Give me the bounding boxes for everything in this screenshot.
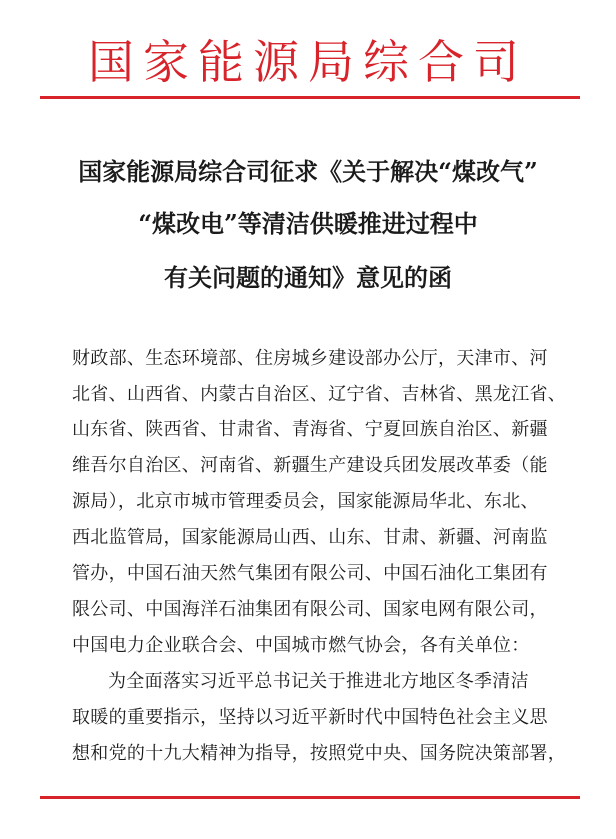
body-line-4: 维吾尔自治区、河南省、新疆生产建设兵团发展改革委（能 (72, 455, 548, 476)
body-line-3: 山东省、陕西省、甘肃省、青海省、宁夏回族自治区、新疆 (72, 419, 548, 440)
body-line-9: 中国电力企业联合会、中国城市燃气协会，各有关单位： (72, 635, 530, 656)
document-title-line-2: “煤改电”等清洁供暖推进过程中 (138, 209, 478, 238)
document-title-line-1: 国家能源局综合司征求《关于解决“煤改气” (78, 157, 538, 186)
body-paragraph-2-line-2: 取暖的重要指示，坚持以习近平新时代中国特色社会主义思 (72, 707, 548, 728)
document-title-line-3: 有关问题的通知》意见的函 (164, 263, 452, 292)
masthead-org-name: 国家能源局综合司 (88, 35, 528, 89)
body-line-6: 西北监管局，国家能源局山西、山东、甘肃、新疆、河南监 (72, 527, 548, 548)
body-paragraph-2-line-1: 为全面落实习近平总书记关于推进北方地区冬季清洁 (108, 671, 529, 692)
top-red-rule (40, 96, 580, 99)
body-paragraph-2-line-3: 想和党的十九大精神为指导，按照党中央、国务院决策部署， (72, 743, 567, 764)
bottom-red-rule (40, 796, 580, 799)
body-line-5: 源局），北京市城市管理委员会，国家能源局华北、东北、 (72, 491, 539, 512)
body-line-7: 管办，中国石油天然气集团有限公司、中国石油化工集团有 (72, 563, 548, 584)
body-line-8: 限公司、中国海洋石油集团有限公司、国家电网有限公司， (72, 599, 548, 620)
body-line-1: 财政部、生态环境部、住房城乡建设部办公厅，天津市、河 (72, 348, 548, 369)
body-line-2: 北省、山西省、内蒙古自治区、辽宁省、吉林省、黑龙江省、 (72, 384, 567, 405)
